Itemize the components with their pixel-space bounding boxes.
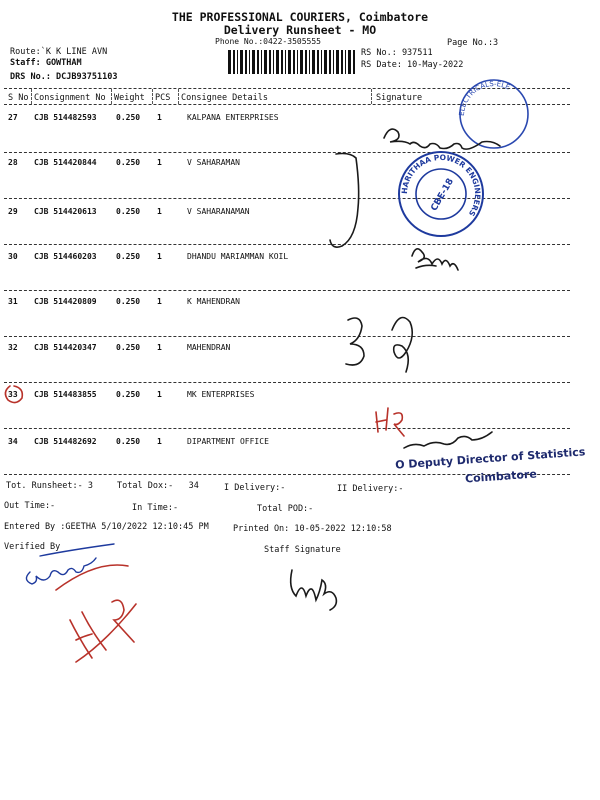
row-pcs: 1 (157, 437, 162, 446)
row-consignee: DIPARTMENT OFFICE (187, 437, 269, 446)
row-weight: 0.250 (116, 297, 141, 306)
col-signature: Signature (376, 93, 423, 103)
company-title: THE PROFESSIONAL COURIERS, Coimbatore (171, 10, 429, 24)
document-title: Delivery Runsheet - MO (223, 23, 377, 37)
row-sno: 30 (8, 252, 18, 261)
row-weight: 0.250 (116, 113, 141, 122)
row-pcs: 1 (157, 158, 162, 167)
row-consignment: CJB 514483855 (34, 390, 97, 399)
row-pcs: 1 (157, 390, 162, 399)
row-consignment: CJB 514420347 (34, 343, 97, 352)
row-sno: 28 (8, 158, 18, 167)
row-pcs: 1 (157, 207, 162, 216)
row-consignee: V SAHARANAMAN (187, 207, 250, 216)
row-pcs: 1 (157, 113, 162, 122)
row-consignee: KALPANA ENTERPRISES (187, 113, 279, 122)
total-pod: Total POD:- (257, 504, 314, 514)
col-consignee: Consignee Details (181, 93, 268, 103)
printed-on: Printed On: 10-05-2022 12:10:58 (233, 524, 392, 534)
row-consignment: CJB 514482692 (34, 437, 97, 446)
row-sno: 31 (8, 297, 18, 306)
out-time: Out Time:- (4, 501, 56, 511)
row-consignment: CJB 514420844 (34, 158, 97, 167)
in-time: In Time:- (132, 503, 179, 513)
ii-delivery: II Delivery:- (337, 484, 404, 494)
i-delivery: I Delivery:- (224, 483, 286, 493)
row-weight: 0.250 (116, 158, 141, 167)
row-consignment: CJB 514420809 (34, 297, 97, 306)
col-consignment: Consignment No (34, 93, 106, 103)
drs-number: DRS No.: DCJB93751103 (10, 72, 118, 82)
seal-outer-text: HARITHAA POWER ENGINEERS (399, 152, 483, 218)
row-weight: 0.250 (116, 207, 141, 216)
row-weight: 0.250 (116, 343, 141, 352)
row-consignee: K MAHENDRAN (187, 297, 240, 306)
row-consignment: CJB 514460203 (34, 252, 97, 261)
row-consignee: V SAHARAMAN (187, 158, 240, 167)
row-pcs: 1 (157, 297, 162, 306)
deputy-director-city: Coimbatore (464, 467, 538, 486)
staff-signature-label: Staff Signature (264, 545, 341, 555)
entered-by: Entered By :GEETHA 5/10/2022 12:10:45 PM (4, 522, 209, 532)
col-sno: S No (8, 93, 29, 103)
row-weight: 0.250 (116, 390, 141, 399)
seal-inner-text: CBE-18 (429, 176, 457, 214)
page-number: Page No.:3 (447, 38, 499, 48)
verified-by: Verified By (4, 542, 61, 552)
electricals-text: ELECTRICALS-ELE (457, 79, 512, 117)
row-consignment: CJB 514420613 (34, 207, 97, 216)
row-consignee: MK ENTERPRISES (187, 390, 255, 399)
phone-number: Phone No.:0422-3505555 (215, 37, 321, 46)
staff: Staff: GOWTHAM (10, 58, 82, 68)
col-pcs: PCS (155, 93, 171, 103)
row-consignee: MAHENDRAN (187, 343, 231, 352)
row-sno: 27 (8, 113, 18, 122)
row-sno: 33 (8, 390, 18, 399)
row-pcs: 1 (157, 343, 162, 352)
row-consignee: DHANDU MARIAMMAN KOIL (187, 252, 289, 261)
total-dox: Total Dox:- 34 (117, 481, 199, 491)
row-sno: 32 (8, 343, 18, 352)
rs-number: RS No.: 937511 (361, 48, 433, 58)
col-weight: Weight (114, 93, 145, 103)
row-weight: 0.250 (116, 252, 141, 261)
row-sno: 29 (8, 207, 18, 216)
row-consignment: CJB 514482593 (34, 113, 97, 122)
route: Route:`K K LINE AVN (10, 47, 108, 57)
row-weight: 0.250 (116, 437, 141, 446)
total-runsheet: Tot. Runsheet:- 3 (6, 481, 93, 491)
deputy-director-stamp: O Deputy Director of Statistics (394, 445, 586, 472)
rs-date: RS Date: 10-May-2022 (361, 60, 464, 70)
row-pcs: 1 (157, 252, 162, 261)
row-sno: 34 (8, 437, 18, 446)
